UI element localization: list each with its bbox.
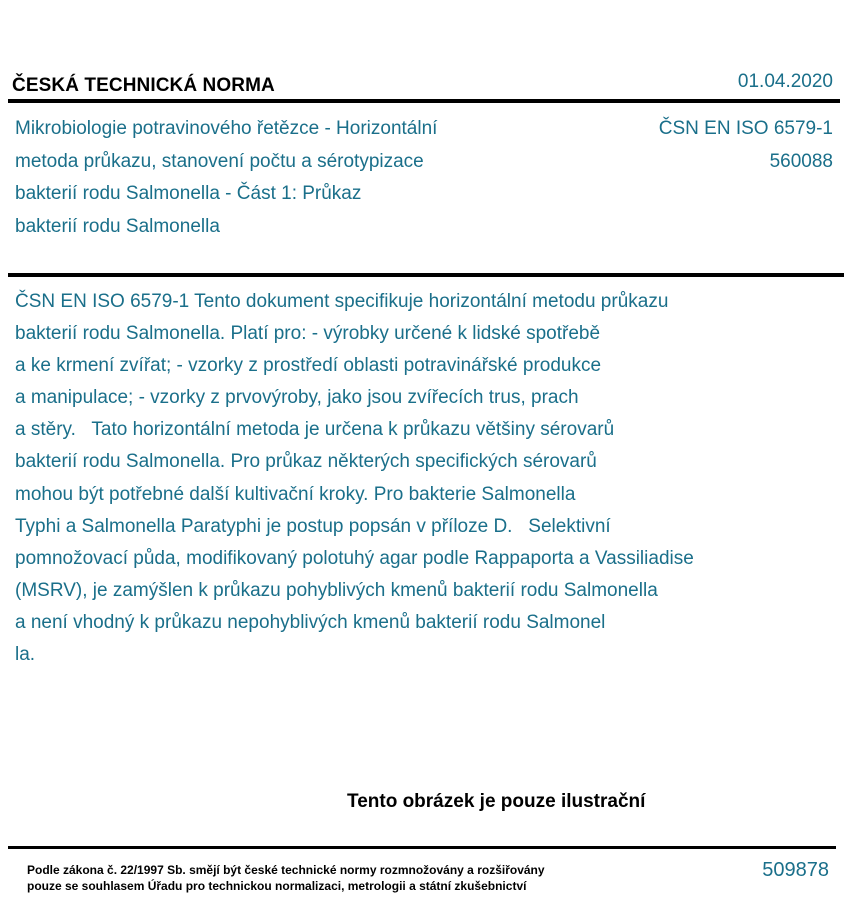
abstract-line: a manipulace; - vzorky z prvovýroby, jako jsou zvířecích trus, prach [15, 387, 579, 409]
standard-title [15, 113, 515, 243]
standard-identifiers [659, 113, 833, 178]
abstract-line: a ke krmení zvířat; - vzorky z prostředí oblasti potravinářské produkce [15, 355, 602, 377]
abstract-line: mohou být potřebné další kultivační kroky. Pro bakterie Salmonella [15, 483, 576, 505]
abstract-line: bakterií rodu Salmonella. Pro průkaz některých specifických sérovarů [15, 451, 597, 473]
document-type-heading: ČESKÁ TECHNICKÁ NORMA [12, 75, 275, 96]
section-divider [8, 273, 844, 277]
standard-title-line: metoda průkazu, stanovení počtu a sérotypizace [15, 150, 424, 172]
abstract-line: ČSN EN ISO 6579-1 Tento dokument specifikuje horizontální metodu průkazu [15, 291, 669, 312]
abstract-line: a stěry. Tato horizontální metoda je určena k průkazu většiny sérovarů [15, 419, 615, 441]
abstract-line: a není vhodný k průkazu nepohyblivých kmenů bakterií rodu Salmonel [15, 611, 606, 633]
abstract-line: (MSRV), je zamýšlen k průkazu pohyblivých kmenů bakterií rodu Salmonella [15, 579, 658, 601]
header-divider [8, 99, 840, 103]
illustration-disclaimer: Tento obrázek je pouze ilustrační [347, 791, 646, 812]
standard-title-line: bakterií rodu Salmonella - Část 1: Průkaz [15, 183, 362, 204]
legal-notice-line: Podle zákona č. 22/1997 Sb. smějí být české technické normy rozmnožovány a rozšiřovány [27, 863, 545, 877]
abstract-line: pomnožovací půda, modifikovaný polotuhý agar podle Rappaporta a Vassiliadise [15, 547, 694, 569]
abstract-line: la. [15, 644, 36, 666]
abstract-line: bakterií rodu Salmonella. Platí pro: - výrobky určené k lidské spotřebě [15, 323, 601, 345]
standard-designation: ČSN EN ISO 6579-1 [658, 118, 833, 139]
document-number: 509878 [762, 859, 829, 881]
footer-divider [8, 846, 836, 849]
standard-title-line: Mikrobiologie potravinového řetězce - Horizontální [15, 118, 438, 139]
standard-title-line: bakterií rodu Salmonella [15, 215, 220, 237]
classification-code: 560088 [769, 150, 833, 172]
legal-notice-line: pouze se souhlasem Úřadu pro technickou normalizaci, metrologii a státní zkušebnictví [27, 879, 527, 893]
abstract-line: Typhi a Salmonella Paratyphi je postup popsán v příloze D. Selektivní [15, 515, 611, 537]
legal-notice [27, 862, 545, 894]
abstract-text [15, 286, 845, 671]
publication-date: 01.04.2020 [737, 71, 833, 92]
